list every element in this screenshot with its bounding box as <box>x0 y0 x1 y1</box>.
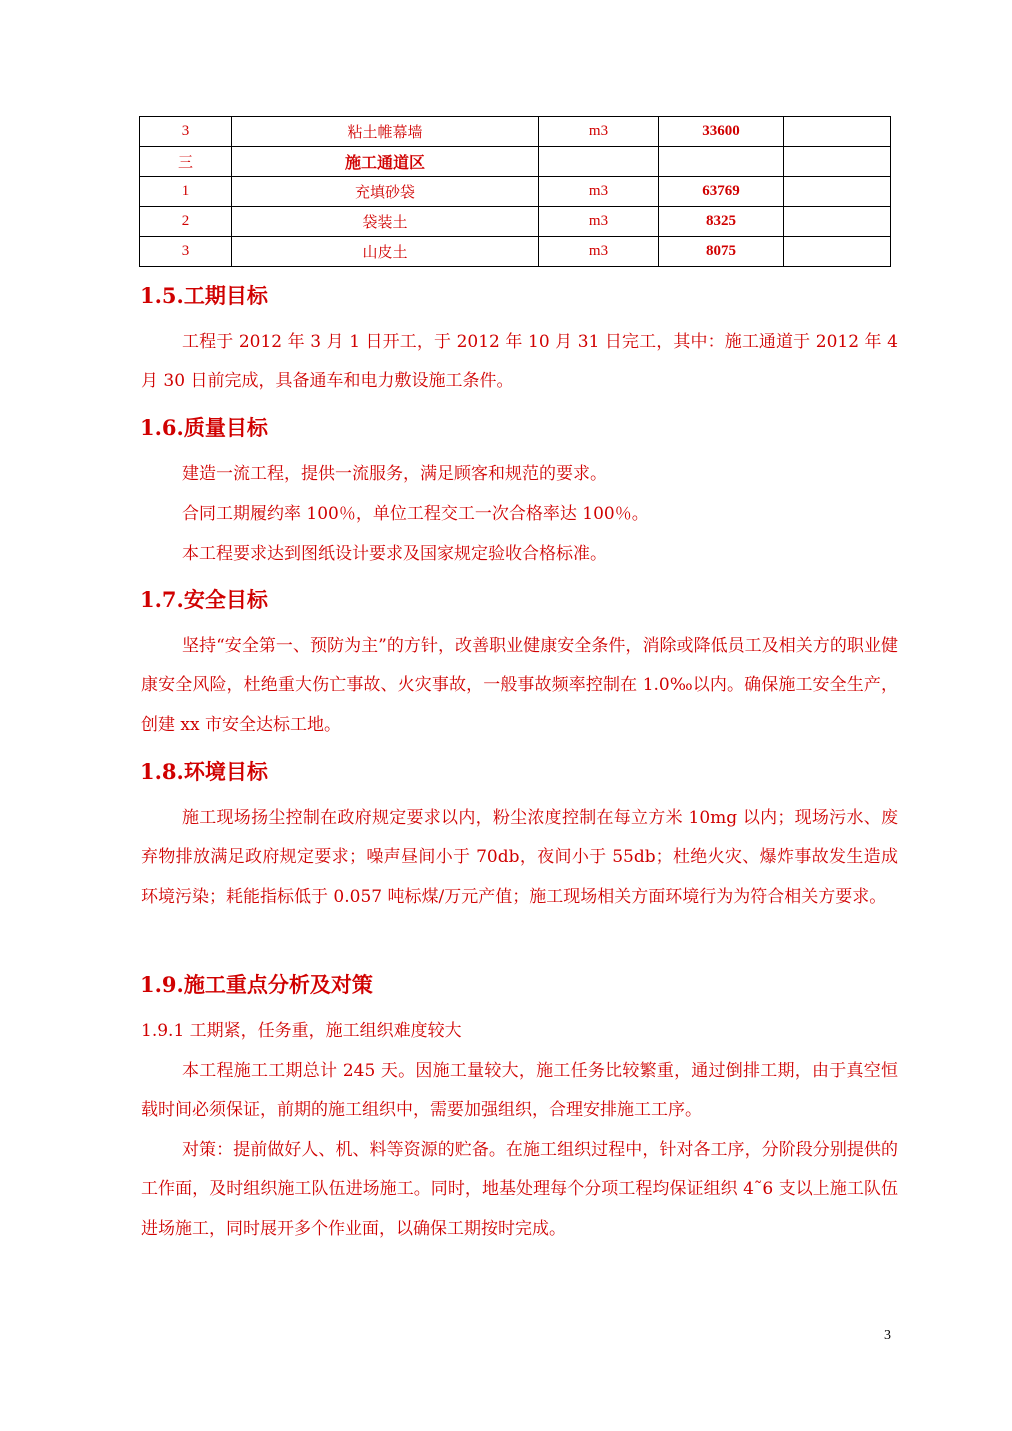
section-heading-quality: 1.6.质量目标 <box>140 415 268 440</box>
table-row <box>140 117 891 147</box>
environment-paragraph: 施工现场扬尘控制在政府规定要求以内，粉尘浓度控制在每立方米 10mg 以内；现场污水、废弃物排放满足政府规定要求；噪声昼间小于 70db，夜间小于 55db；杜绝火灾、爆炸事故发生造成环境污染；耗能指标低于 0.057 吨标煤/万元产值；施工现场相关方面环境行为为符合相关方要求。 <box>141 808 898 907</box>
cell-amount: 33600 <box>659 117 784 147</box>
cell-name: 施工通道区 <box>232 147 539 177</box>
cell-no: 3 <box>140 117 232 147</box>
key-points-paragraph-2: 对策：提前做好人、机、料等资源的贮备。在施工组织过程中，针对各工序，分阶段分别提供的工作面，及时组织施工队伍进场施工。同时，地基处理每个分项工程均保证组织 4˜6 支以上施工队伍进场施工，同时展开多个作业面，以确保工期按时完成。 <box>141 1140 898 1239</box>
cell-no: 3 <box>140 237 232 267</box>
section-heading-key-points: 1.9.施工重点分析及对策 <box>140 972 373 997</box>
table-row <box>140 147 891 177</box>
cell-name: 山皮土 <box>232 237 539 267</box>
section-heading-schedule: 1.5.工期目标 <box>140 283 268 308</box>
cell-amount: 8325 <box>659 207 784 237</box>
safety-paragraph: 坚持“安全第一、预防为主”的方针，改善职业健康安全条件，消除或降低员工及相关方的职业健康安全风险，杜绝重大伤亡事故、火灾事故，一般事故频率控制在 1.0‰以内。确保施工安全生产，创建 xx 市安全达标工地。 <box>141 636 898 735</box>
quality-line-3: 本工程要求达到图纸设计要求及国家规定验收合格标准。 <box>182 544 607 564</box>
cell-amount: 8075 <box>659 237 784 267</box>
cell-unit: m3 <box>539 237 659 267</box>
cell-no: 2 <box>140 207 232 237</box>
cell-remark <box>784 237 891 267</box>
key-points-paragraph-1: 本工程施工工期总计 245 天。因施工量较大，施工任务比较繁重，通过倒排工期，由于真空恒载时间必须保证，前期的施工组织中，需要加强组织，合理安排施工工序。 <box>141 1061 898 1121</box>
quality-line-2: 合同工期履约率 100％，单位工程交工一次合格率达 100％。 <box>182 504 649 524</box>
cell-remark <box>784 147 891 177</box>
quality-line-1: 建造一流工程，提供一流服务，满足顾客和规范的要求。 <box>182 464 607 484</box>
cell-unit: m3 <box>539 177 659 207</box>
table-row <box>140 207 891 237</box>
cell-name: 袋装土 <box>232 207 539 237</box>
cell-name: 粘土帷幕墙 <box>232 117 539 147</box>
cell-unit: m3 <box>539 207 659 237</box>
cell-unit <box>539 147 659 177</box>
table-row <box>140 237 891 267</box>
quantity-table <box>139 116 891 267</box>
cell-no: 1 <box>140 177 232 207</box>
cell-amount <box>659 147 784 177</box>
section-heading-safety: 1.7.安全目标 <box>140 587 268 612</box>
cell-amount: 63769 <box>659 177 784 207</box>
page-number: 3 <box>884 1328 891 1343</box>
schedule-paragraph: 工程于 2012 年 3 月 1 日开工，于 2012 年 10 月 31 日完工，其中：施工通道于 2012 年 4 月 30 日前完成，具备通车和电力敷设施工条件。 <box>141 332 898 392</box>
section-heading-environment: 1.8.环境目标 <box>140 759 268 784</box>
cell-remark <box>784 117 891 147</box>
subsection-heading: 1.9.1 工期紧，任务重，施工组织难度较大 <box>141 1021 462 1041</box>
cell-remark <box>784 207 891 237</box>
table-row <box>140 177 891 207</box>
cell-no: 三 <box>140 147 232 177</box>
cell-name: 充填砂袋 <box>232 177 539 207</box>
cell-remark <box>784 177 891 207</box>
cell-unit: m3 <box>539 117 659 147</box>
